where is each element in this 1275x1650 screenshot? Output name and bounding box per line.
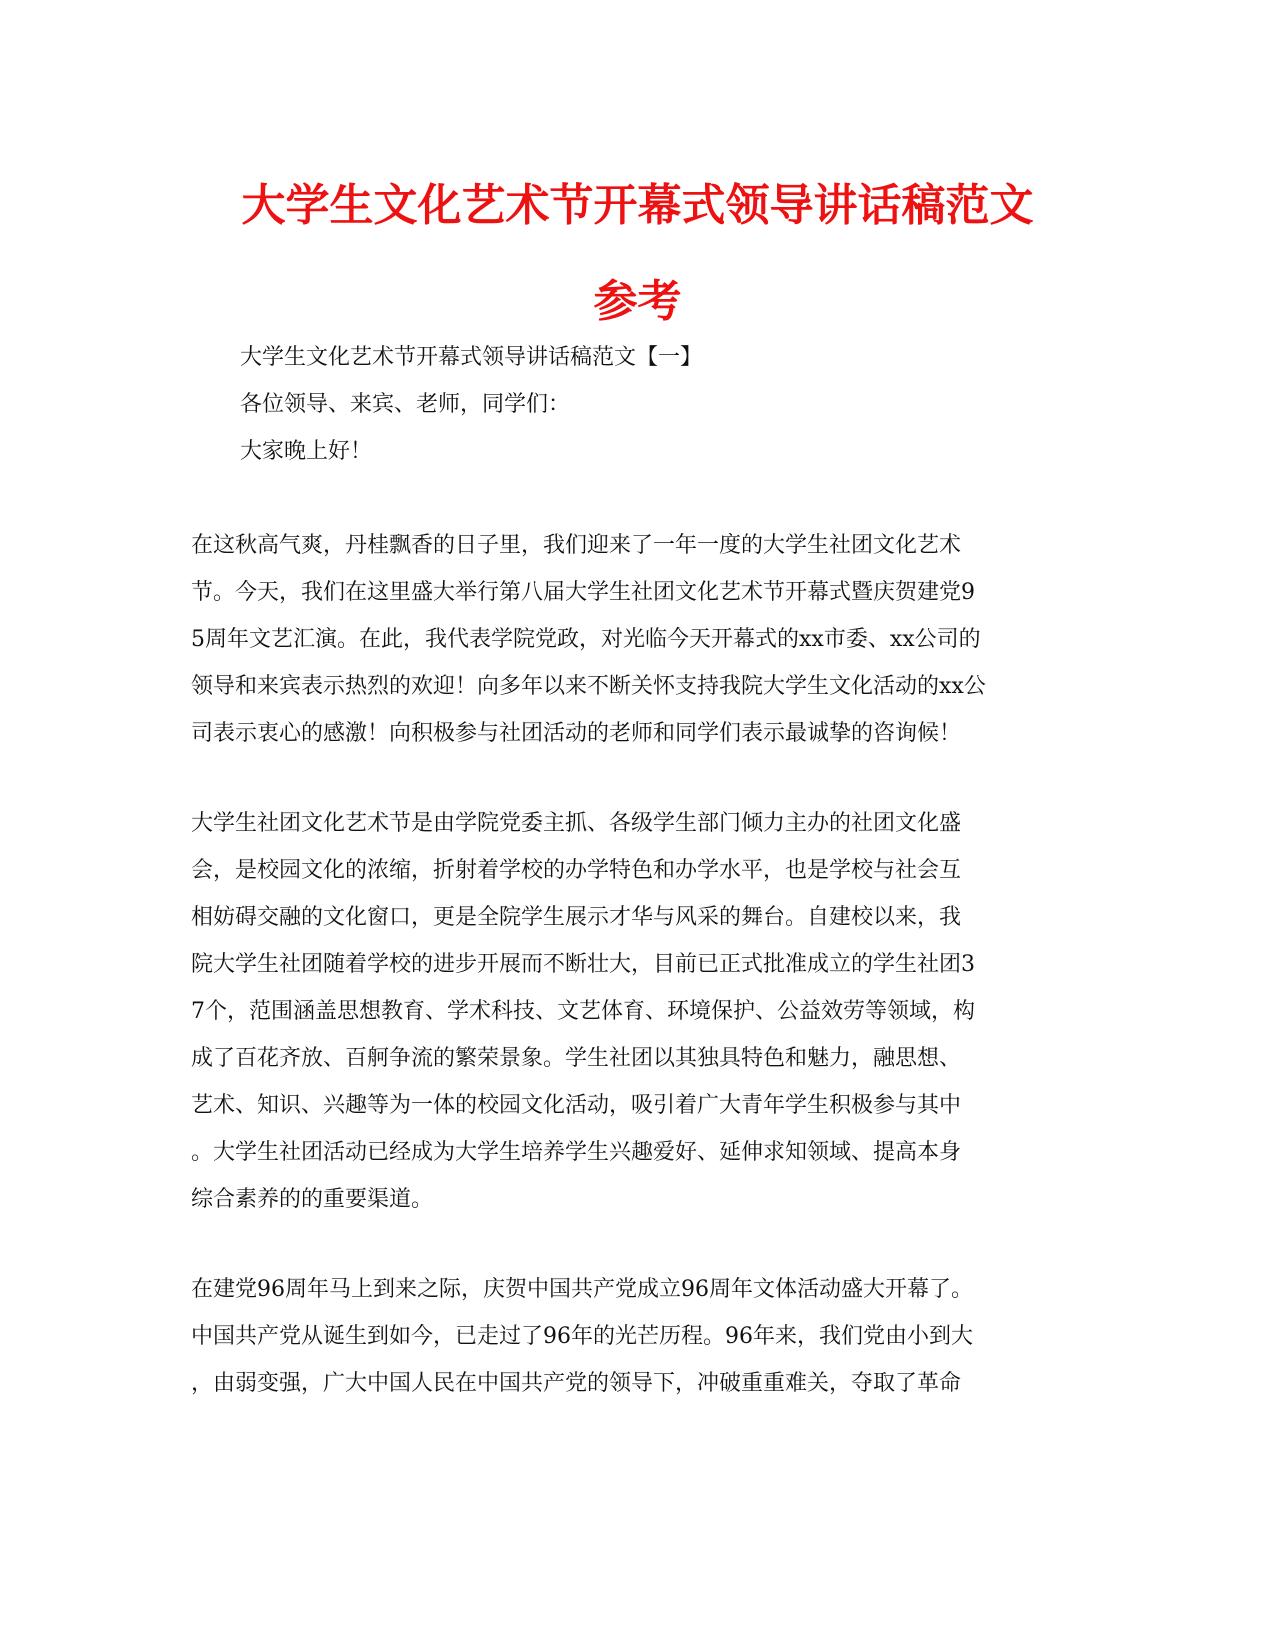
paragraph-line: 会，是校园文化的浓缩，折射着学校的办学特色和办学水平，也是学校与社会互 bbox=[191, 858, 962, 883]
paragraph-line: 在这秋高气爽，丹桂飘香的日子里，我们迎来了一年一度的大学生社团文化艺术 bbox=[191, 533, 962, 558]
paragraph-line: 大学生社团文化艺术节是由学院党委主抓、各级学生部门倾力主办的社团文化盛 bbox=[191, 811, 962, 836]
paragraph-line: 院大学生社团随着学校的进步开展而不断壮大，目前已正式批准成立的学生社团3 bbox=[191, 952, 975, 977]
paragraph-line: 中国共产党从诞生到如今，已走过了96年的光芒历程。96年来，我们党由小到大 bbox=[191, 1324, 973, 1349]
paragraph-line: 节。今天，我们在这里盛大举行第八届大学生社团文化艺术节开幕式暨庆贺建党9 bbox=[191, 580, 975, 605]
paragraph-line: 在建党96周年马上到来之际，庆贺中国共产党成立96周年文体活动盛大开幕了。 bbox=[191, 1277, 973, 1302]
paragraph-line: 综合素养的的重要渠道。 bbox=[191, 1187, 434, 1212]
paragraph-line: 艺术、知识、兴趣等为一体的校园文化活动，吸引着广大青年学生积极参与其中 bbox=[191, 1093, 962, 1118]
paragraph-line: 5周年文艺汇演。在此，我代表学院党政，对光临今天开幕式的xx市委、xx公司的 bbox=[191, 627, 981, 652]
paragraph-line: 司表示衷心的感激！向积极参与社团活动的老师和同学们表示最诚挚的咨询候！ bbox=[191, 721, 962, 746]
salutation: 各位领导、来宾、老师，同学们： bbox=[240, 392, 571, 417]
paragraph-line: 相妨碍交融的文化窗口，更是全院学生展示才华与风采的舞台。自建校以来，我 bbox=[191, 905, 962, 930]
document-title-line-1: 大学生文化艺术节开幕式领导讲话稿范文 bbox=[241, 180, 1034, 231]
paragraph-line: ，由弱变强，广大中国人民在中国共产党的领导下，冲破重重难关，夺取了革命 bbox=[191, 1371, 962, 1396]
document-title-line-2: 参考 bbox=[593, 276, 682, 327]
greeting: 大家晚上好！ bbox=[240, 439, 373, 464]
paragraph-line: 7个，范围涵盖思想教育、学术科技、文艺体育、环境保护、公益效劳等领域，构 bbox=[191, 999, 975, 1024]
paragraph-line: 。大学生社团活动已经成为大学生培养学生兴趣爱好、延伸求知领域、提高本身 bbox=[191, 1140, 962, 1165]
paragraph-line: 领导和来宾表示热烈的欢迎！向多年以来不断关怀支持我院大学生文化活动的xx公 bbox=[191, 674, 986, 699]
paragraph-line: 成了百花齐放、百舸争流的繁荣景象。学生社团以其独具特色和魅力，融思想、 bbox=[191, 1046, 962, 1071]
section-heading: 大学生文化艺术节开幕式领导讲话稿范文【一】 bbox=[240, 345, 703, 370]
